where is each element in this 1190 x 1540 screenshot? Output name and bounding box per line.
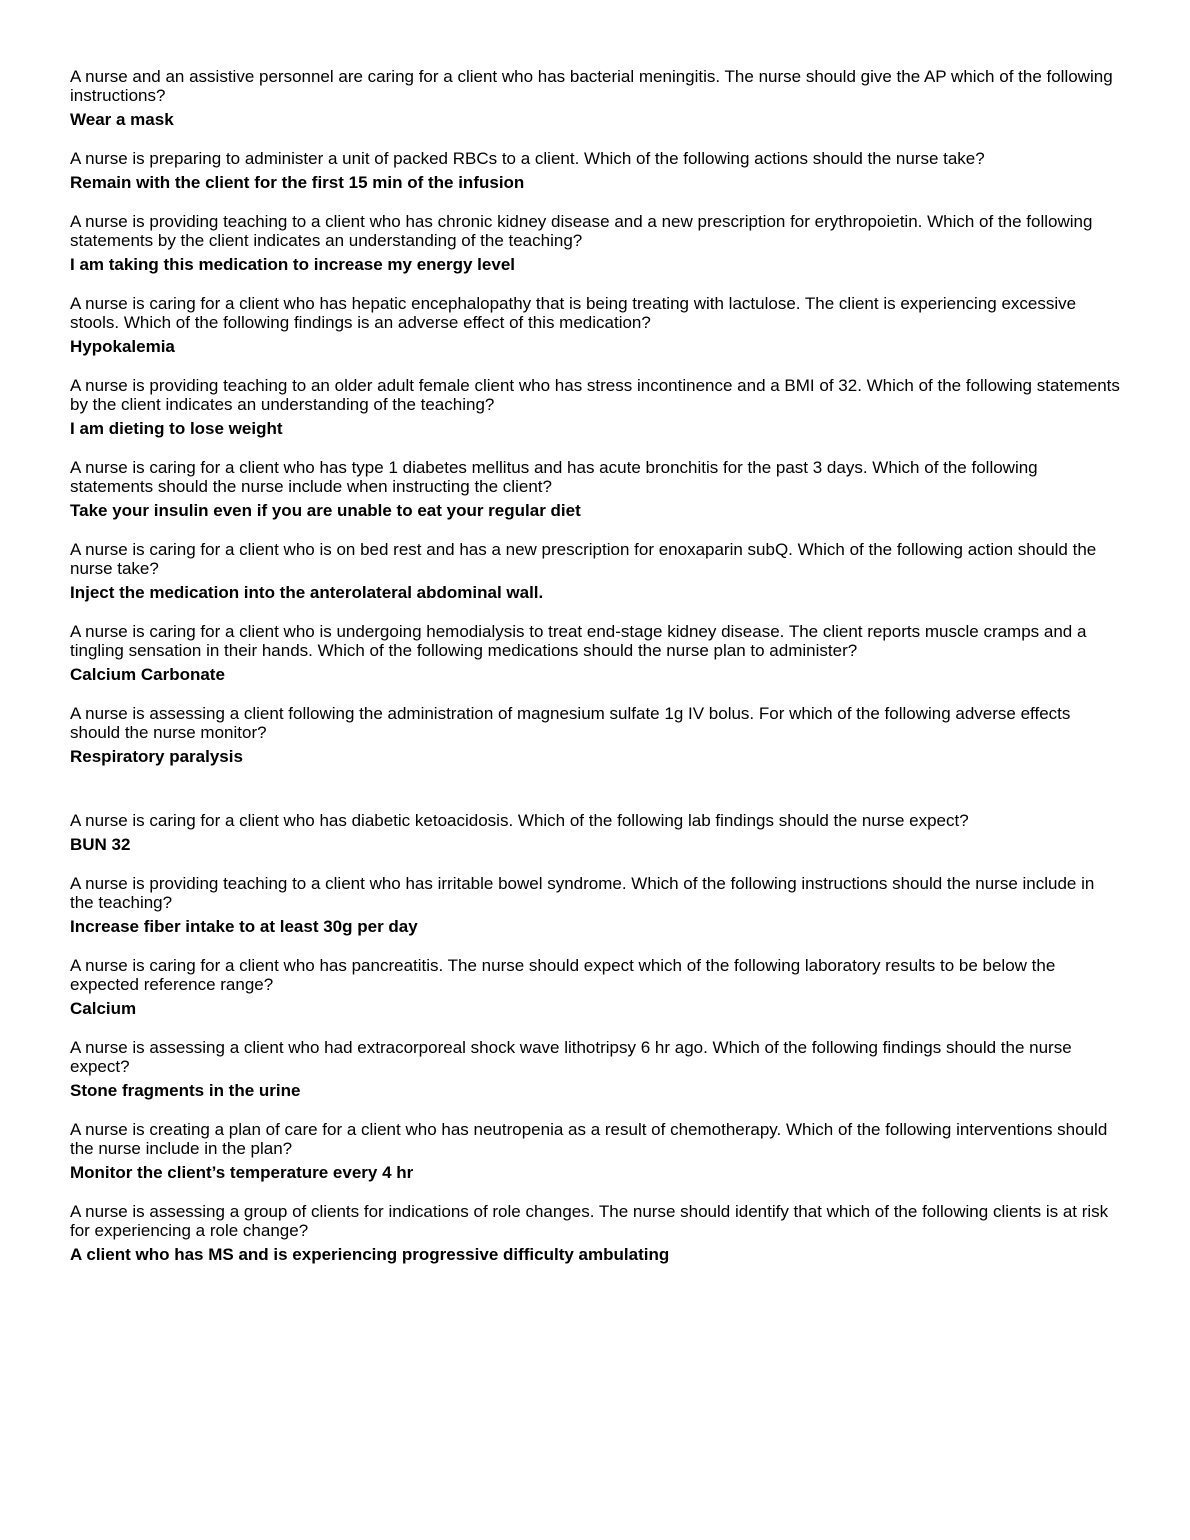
qa-item bbox=[70, 1202, 1122, 1265]
answer-text: I am taking this medication to increase my energy level bbox=[70, 255, 515, 274]
question-text: A nurse is providing teaching to a client who has chronic kidney disease and a new prescription for erythropoietin. Which of the following statements by the client indicates an understanding of the teaching? bbox=[70, 212, 1093, 250]
answer-text: Monitor the client’s temperature every 4 hr bbox=[70, 1163, 414, 1182]
qa-item bbox=[70, 811, 1122, 855]
answer-text: Remain with the client for the first 15 min of the infusion bbox=[70, 173, 525, 192]
qa-item bbox=[70, 622, 1122, 685]
qa-item bbox=[70, 704, 1122, 767]
answer-text: Hypokalemia bbox=[70, 337, 175, 356]
question-text: A nurse is caring for a client who has diabetic ketoacidosis. Which of the following lab findings should the nurse expect? bbox=[70, 811, 969, 830]
question-text: A nurse is providing teaching to a client who has irritable bowel syndrome. Which of the following instructions should the nurse include in the teaching? bbox=[70, 874, 1095, 912]
answer-text: Wear a mask bbox=[70, 110, 174, 129]
qa-item bbox=[70, 1038, 1122, 1101]
question-text: A nurse is assessing a client following the administration of magnesium sulfate 1g IV bolus. For which of the following adverse effects should the nurse monitor? bbox=[70, 704, 1071, 742]
qa-item bbox=[70, 376, 1122, 439]
question-text: A nurse is assessing a client who had extracorporeal shock wave lithotripsy 6 hr ago. Which of the following findings should the nurse expect? bbox=[70, 1038, 1072, 1076]
answer-text: Increase fiber intake to at least 30g per day bbox=[70, 917, 418, 936]
document-page bbox=[70, 67, 1122, 1284]
answer-text: Inject the medication into the anterolateral abdominal wall. bbox=[70, 583, 544, 602]
answer-text: Take your insulin even if you are unable to eat your regular diet bbox=[70, 501, 581, 520]
question-text: A nurse is caring for a client who has pancreatitis. The nurse should expect which of the following laboratory results to be below the expected reference range? bbox=[70, 956, 1056, 994]
question-text: A nurse is caring for a client who has type 1 diabetes mellitus and has acute bronchitis for the past 3 days. Which of the following statements should the nurse include when instructing the client? bbox=[70, 458, 1038, 496]
answer-text: BUN 32 bbox=[70, 835, 131, 854]
question-text: A nurse and an assistive personnel are caring for a client who has bacterial meningitis. The nurse should give the AP which of the following instructions? bbox=[70, 67, 1113, 105]
question-text: A nurse is providing teaching to an older adult female client who has stress incontinence and a BMI of 32. Which of the following statements by the client indicates an understanding of the teaching? bbox=[70, 376, 1120, 414]
qa-item bbox=[70, 956, 1122, 1019]
question-text: A nurse is caring for a client who is undergoing hemodialysis to treat end-stage kidney disease. The client reports muscle cramps and a tingling sensation in their hands. Which of the following medications should the nurse plan to administer? bbox=[70, 622, 1087, 660]
qa-item bbox=[70, 67, 1122, 130]
qa-item bbox=[70, 1120, 1122, 1183]
qa-item bbox=[70, 294, 1122, 357]
qa-item bbox=[70, 458, 1122, 521]
question-text: A nurse is creating a plan of care for a client who has neutropenia as a result of chemotherapy. Which of the following interventions should the nurse include in the plan? bbox=[70, 1120, 1108, 1158]
question-text: A nurse is preparing to administer a unit of packed RBCs to a client. Which of the following actions should the nurse take? bbox=[70, 149, 985, 168]
answer-text: Calcium Carbonate bbox=[70, 665, 225, 684]
qa-item bbox=[70, 212, 1122, 275]
answer-text: Calcium bbox=[70, 999, 137, 1018]
qa-item bbox=[70, 149, 1122, 193]
qa-item bbox=[70, 874, 1122, 937]
qa-item bbox=[70, 540, 1122, 603]
answer-text: A client who has MS and is experiencing progressive difficulty ambulating bbox=[70, 1245, 670, 1264]
answer-text: Respiratory paralysis bbox=[70, 747, 243, 766]
question-text: A nurse is caring for a client who is on bed rest and has a new prescription for enoxaparin subQ. Which of the following action should the nurse take? bbox=[70, 540, 1097, 578]
question-text: A nurse is assessing a group of clients for indications of role changes. The nurse should identify that which of the following clients is at risk for experiencing a role change? bbox=[70, 1202, 1109, 1240]
answer-text: Stone fragments in the urine bbox=[70, 1081, 301, 1100]
answer-text: I am dieting to lose weight bbox=[70, 419, 283, 438]
question-text: A nurse is caring for a client who has hepatic encephalopathy that is being treating with lactulose. The client is experiencing excessive stools. Which of the following findings is an adverse effect of this medication? bbox=[70, 294, 1077, 332]
